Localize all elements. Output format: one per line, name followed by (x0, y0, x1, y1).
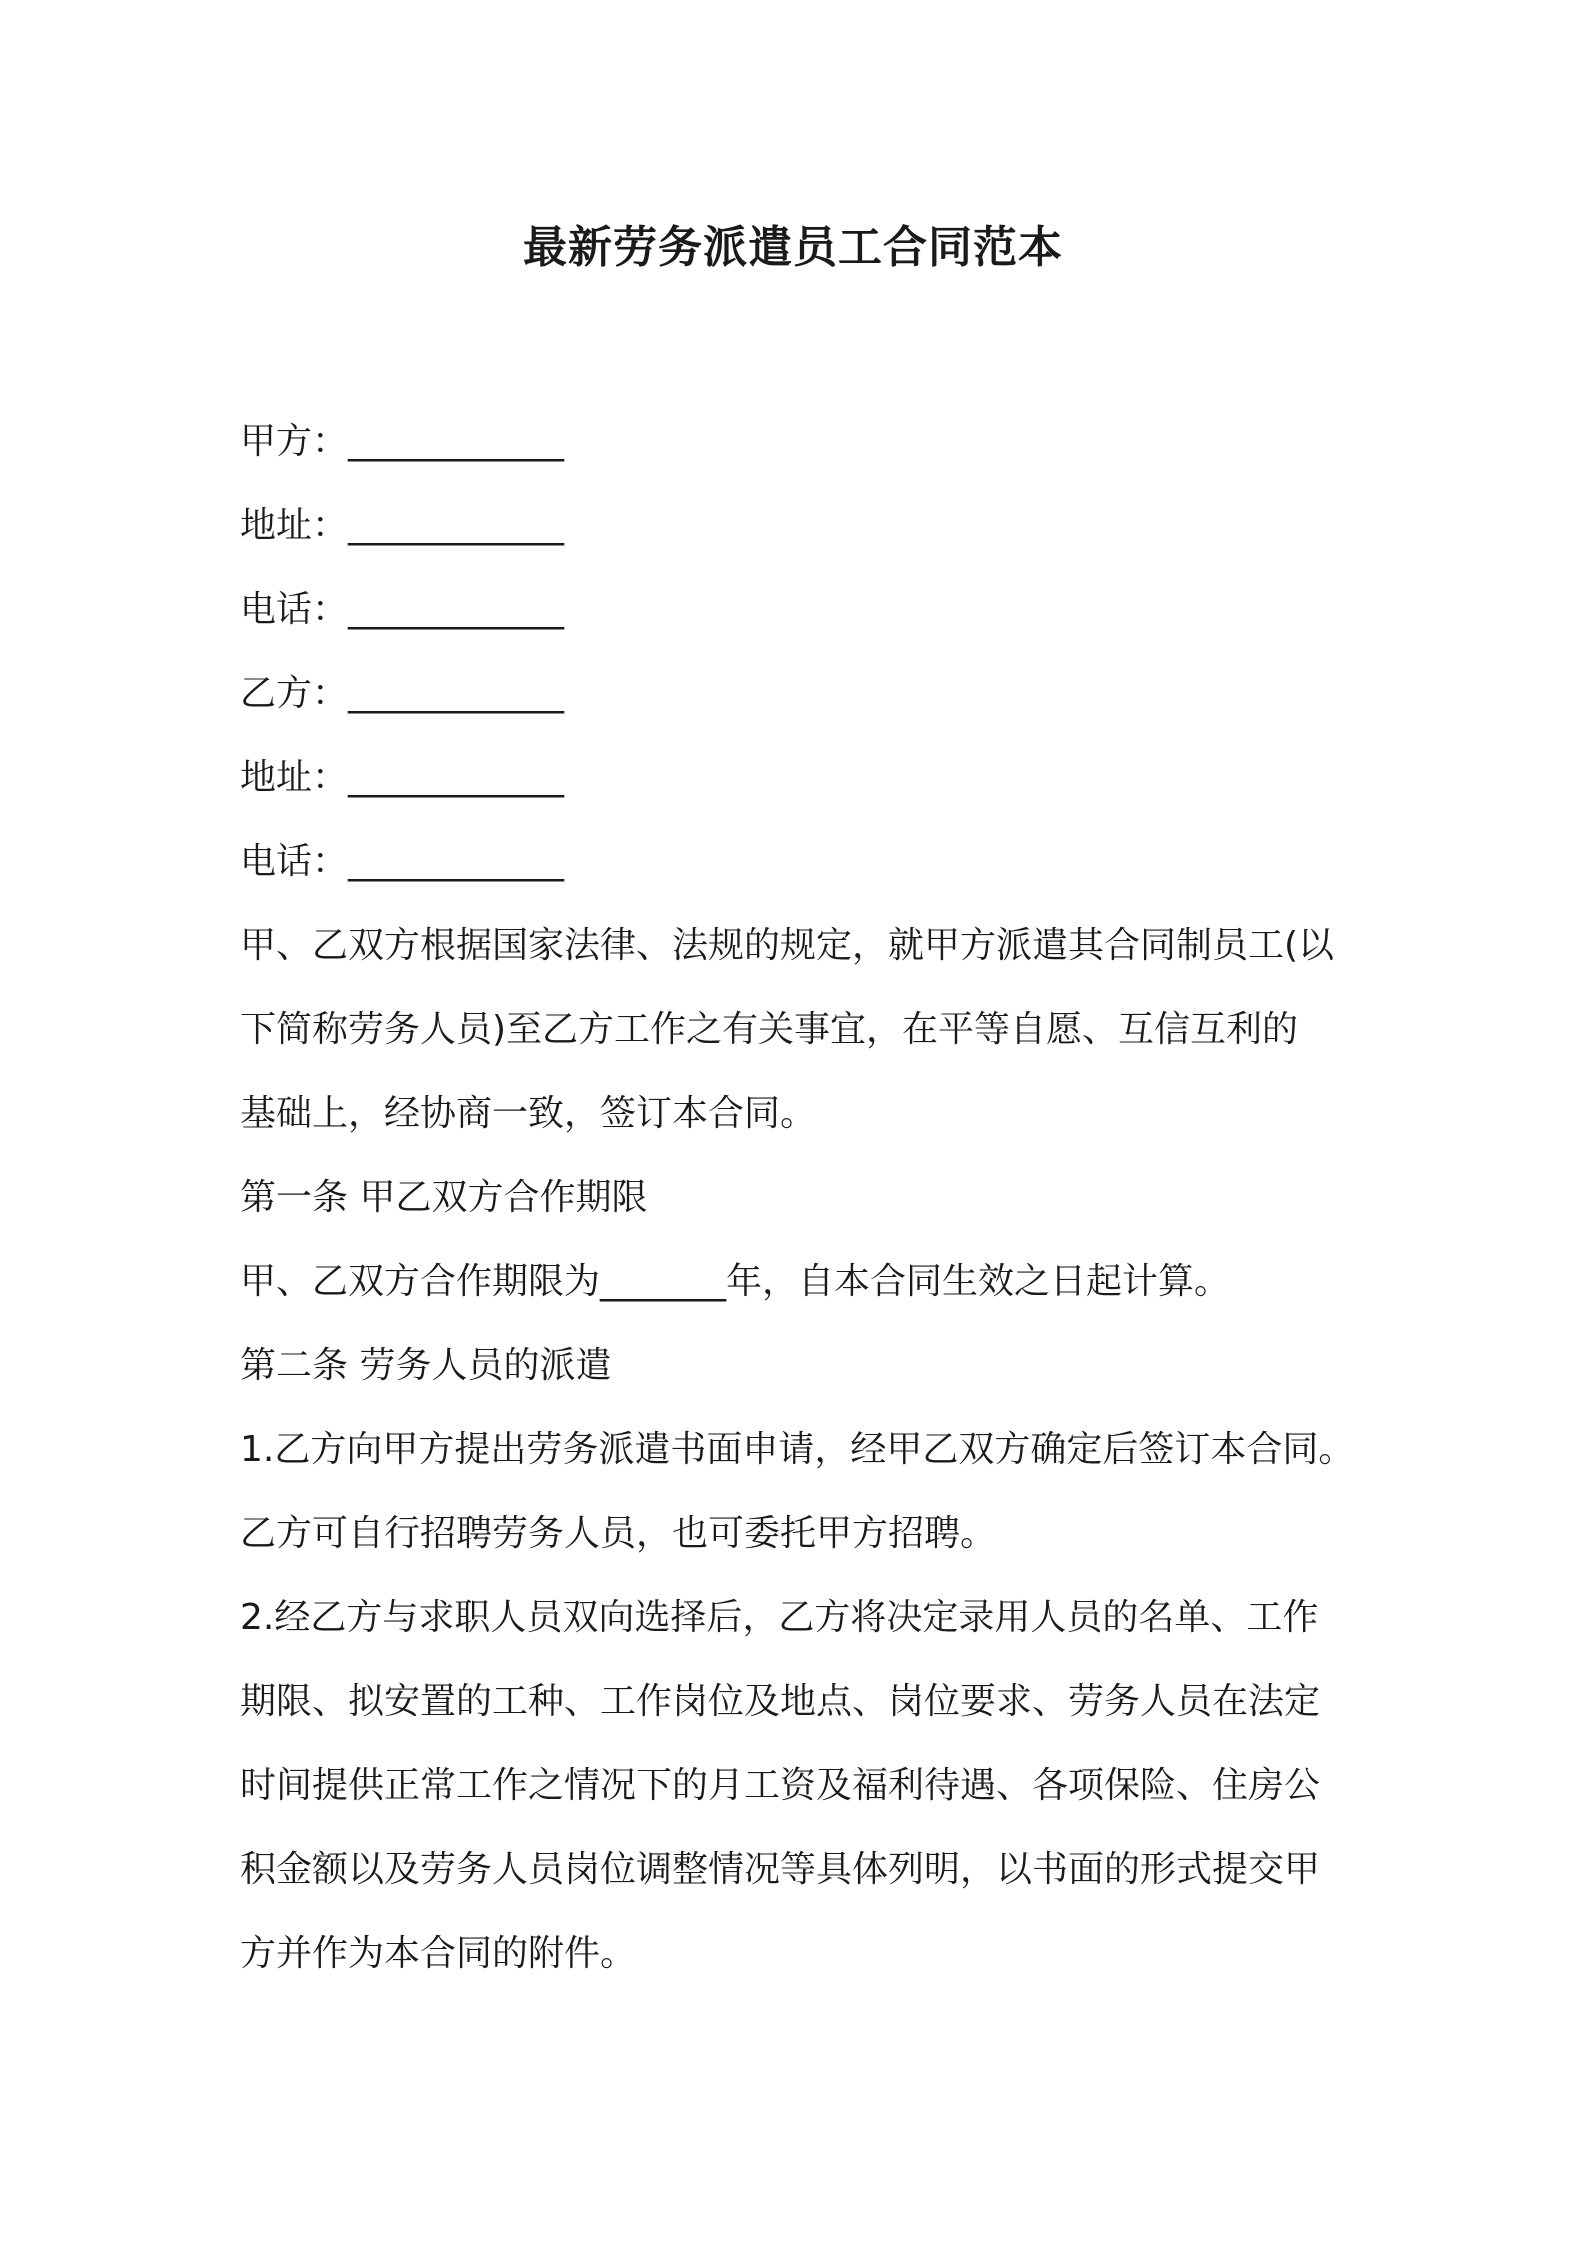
preamble-line: 甲、乙双方根据国家法律、法规的规定，就甲方派遣其合同制员工(以 (240, 925, 1335, 966)
preamble-line: 下简称劳务人员)至乙方工作之有关事宜，在平等自愿、互信互利的 (240, 1009, 1299, 1050)
party-b-address-field: 地址：____________ (240, 757, 565, 798)
party-b-phone-field: 电话：____________ (240, 841, 565, 882)
party-a-address-field: 地址：____________ (240, 505, 565, 546)
article-2-clause-2: 期限、拟安置的工种、工作岗位及地点、岗位要求、劳务人员在法定 (240, 1681, 1321, 1722)
article-1-text: 甲、乙双方合作期限为_______年，自本合同生效之日起计算。 (240, 1261, 1231, 1302)
article-2-clause-1: 1.乙方向甲方提出劳务派遣书面申请，经甲乙双方确定后签订本合同。 (240, 1429, 1355, 1470)
preamble-line: 基础上，经协商一致，签订本合同。 (240, 1093, 817, 1134)
article-2-heading: 第二条 劳务人员的派遣 (240, 1345, 612, 1386)
article-2-clause-2: 方并作为本合同的附件。 (240, 1933, 637, 1974)
article-2-clause-1: 乙方可自行招聘劳务人员，也可委托甲方招聘。 (240, 1513, 997, 1554)
article-2-clause-2: 时间提供正常工作之情况下的月工资及福利待遇、各项保险、住房公 (240, 1765, 1321, 1806)
document-title: 最新劳务派遣员工合同范本 (523, 222, 1063, 273)
party-a-field: 甲方：____________ (240, 421, 565, 462)
party-b-field: 乙方：____________ (240, 673, 565, 714)
article-2-clause-2: 积金额以及劳务人员岗位调整情况等具体列明，以书面的形式提交甲 (240, 1849, 1321, 1890)
article-1-heading: 第一条 甲乙双方合作期限 (240, 1177, 648, 1218)
article-2-clause-2: 2.经乙方与求职人员双向选择后，乙方将决定录用人员的名单、工作 (240, 1597, 1319, 1638)
document-body (240, 400, 1370, 1996)
party-a-phone-field: 电话：____________ (240, 589, 565, 630)
